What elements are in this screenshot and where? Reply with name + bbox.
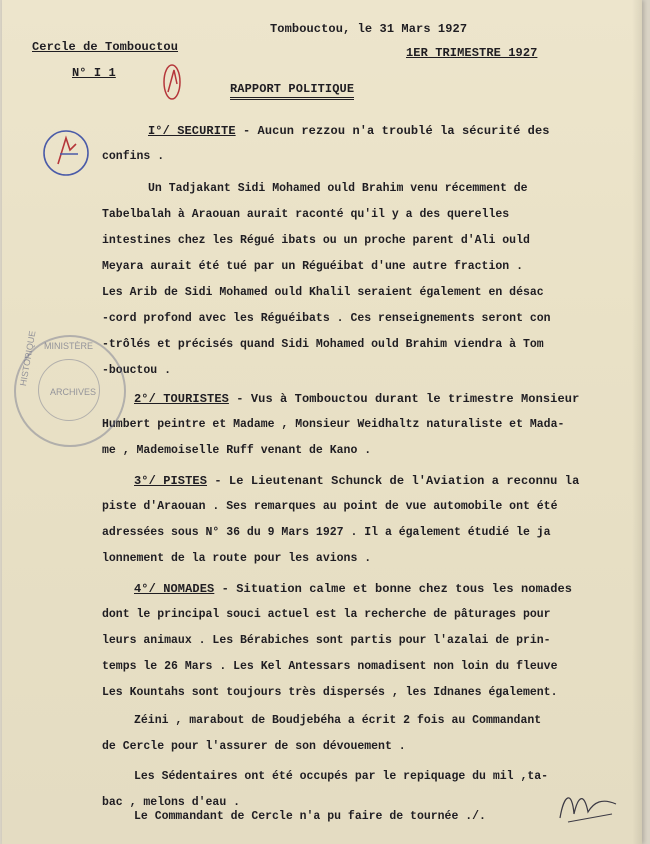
body-line: leurs animaux . Les Bérabiches sont partis pour l'azalai de prin- (102, 634, 551, 647)
body-line: Les Arib de Sidi Mohamed ould Khalil seraient également en désac (102, 286, 544, 299)
page-edge-shadow (632, 0, 642, 844)
body-line: adressées sous N° 36 du 9 Mars 1927 . Il a également étudié le ja (102, 526, 551, 539)
body-line: me , Mademoiselle Ruff venant de Kano . (102, 444, 372, 457)
document-number: N° I 1 (72, 66, 116, 80)
body-line: Meyara aurait été tué par un Réguéibat d'une autre fraction . (102, 260, 523, 273)
body-line: Les Sédentaires ont été occupés par le repiquage du mil ,ta- (134, 770, 549, 783)
body-line: Le Commandant de Cercle n'a pu faire de tournée ./. (134, 810, 486, 823)
body-line: -trôlés et précisés quand Sidi Mohamed ould Brahim viendra à Tom (102, 338, 544, 351)
stamp-line: ARCHIVES (50, 387, 97, 397)
document-page (2, 0, 642, 844)
section-security (148, 124, 550, 138)
stamp-line: HISTORIQUE (18, 330, 38, 387)
body-line: piste d'Araouan . Ses remarques au point de vue automobile ont été (102, 500, 558, 513)
body-line: Tabelbalah à Araouan aurait raconté qu'il y a des querelles (102, 208, 510, 221)
signature-mark (554, 784, 624, 828)
body-line: intestines chez les Régué ibats ou un proche parent d'Ali ould (102, 234, 530, 247)
place-date: Tombouctou, le 31 Mars 1927 (270, 22, 468, 36)
section-tracks (134, 474, 579, 488)
section-heading: 4°/ NOMADES (134, 582, 215, 596)
section-tourists (134, 392, 579, 406)
section-line: - Aucun rezzou n'a troublé la sécurité des (242, 124, 550, 138)
body-line: de Cercle pour l'assurer de son dévouement . (102, 740, 406, 753)
body-line: Zéini , marabout de Boudjebéha a écrit 2 fois au Commandant (134, 714, 542, 727)
archive-stamp (14, 330, 126, 447)
body-line: bac , melons d'eau . (102, 796, 241, 809)
blue-initials-mark (40, 124, 92, 182)
section-line: - Le Lieutenant Schunck de l'Aviation a reconnu la (214, 474, 580, 488)
red-ink-mark (160, 62, 184, 102)
body-line: Un Tadjakant Sidi Mohamed ould Brahim venu récemment de (148, 182, 528, 195)
body-line: -cord profond avec les Réguéibats . Ces renseignements seront con (102, 312, 551, 325)
report-title: RAPPORT POLITIQUE (230, 82, 354, 100)
stamp-line: MINISTÈRE (44, 341, 94, 351)
body-line: Humbert peintre et Madame , Monsieur Weidhaltz naturaliste et Mada- (102, 418, 565, 431)
section-heading: 3°/ PISTES (134, 474, 208, 488)
section-nomads (134, 582, 572, 596)
section-line: - Vus à Tombouctou durant le trimestre Monsieur (236, 392, 580, 406)
quarter-label: 1ER TRIMESTRE 1927 (406, 46, 538, 60)
body-line: confins . (102, 150, 165, 163)
circle-name: Cercle de Tombouctou (32, 40, 179, 54)
section-heading: I°/ SECURITE (148, 124, 236, 138)
body-line: temps le 26 Mars . Les Kel Antessars nomadisent non loin du fleuve (102, 660, 558, 673)
body-line: lonnement de la route pour les avions . (102, 552, 372, 565)
body-line: Les Kountahs sont toujours très dispersés , les Idnanes également. (102, 686, 558, 699)
section-line: - Situation calme et bonne chez tous les nomades (221, 582, 573, 596)
body-line: -bouctou . (102, 364, 172, 377)
section-heading: 2°/ TOURISTES (134, 392, 229, 406)
body-line: dont le principal souci actuel est la recherche de pâturages pour (102, 608, 551, 621)
